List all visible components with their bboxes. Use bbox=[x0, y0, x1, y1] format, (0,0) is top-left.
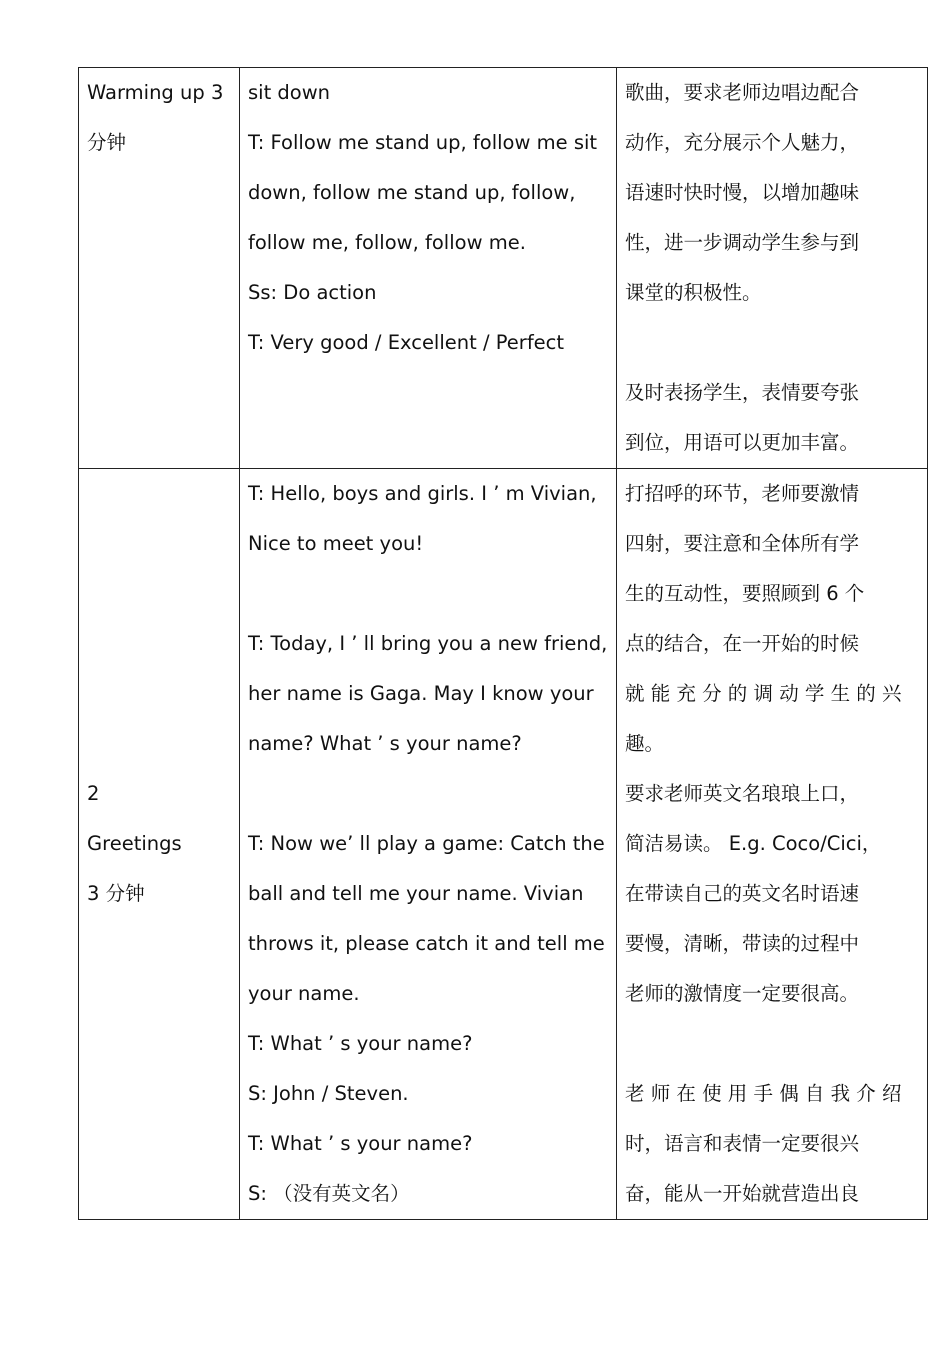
blank-line bbox=[625, 1019, 919, 1069]
notes-line: 动作，充分展示个人魅力， bbox=[625, 131, 860, 154]
notes-line: 就 能 充 分 的 调 动 学 生 的 兴 bbox=[625, 682, 902, 705]
notes-line: 简洁易读。 E.g. Coco/Cici， bbox=[625, 832, 882, 855]
notes-line: 及时表扬学生，表情要夸张 bbox=[625, 381, 860, 404]
notes-line: 性，进一步调动学生参与到 bbox=[625, 231, 860, 254]
procedure-line: T: Follow me stand up, follow me sit bbox=[248, 131, 598, 154]
table-row-greetings bbox=[79, 469, 928, 1220]
notes-line: 老师的激情度一定要很高。 bbox=[625, 982, 860, 1005]
notes-line: 打招呼的环节，老师要激情 bbox=[625, 482, 860, 505]
blank-space bbox=[87, 469, 231, 769]
notes-line: 到位，用语可以更加丰富。 bbox=[625, 431, 860, 454]
lesson-plan-table bbox=[78, 67, 928, 1220]
stage-line: Greetings bbox=[87, 832, 182, 855]
procedure-line: throws it, please catch it and tell me bbox=[248, 932, 605, 955]
notes-line: 语速时快时慢，以增加趣味 bbox=[625, 181, 860, 204]
procedure-line: T: What ’ s your name? bbox=[248, 1132, 473, 1155]
notes-line: 奋，能从一开始就营造出良 bbox=[625, 1182, 860, 1205]
table-row-warming-up bbox=[79, 68, 928, 469]
blank-line bbox=[248, 769, 608, 819]
blank-line bbox=[248, 569, 608, 619]
notes-line: 时，语言和表情一定要很兴 bbox=[625, 1132, 860, 1155]
procedure-line: S: John / Steven. bbox=[248, 1082, 409, 1105]
notes-line: 生的互动性，要照顾到 6 个 bbox=[625, 582, 865, 605]
notes-line: 要慢，清晰，带读的过程中 bbox=[625, 932, 860, 955]
procedure-line: T: Today, I ’ ll bring you a new friend, bbox=[248, 632, 608, 655]
procedure-line: ball and tell me your name. Vivian bbox=[248, 882, 584, 905]
stage-line: Warming up 3 bbox=[87, 81, 224, 104]
stage-line: 3 分钟 bbox=[87, 882, 145, 905]
procedure-line: Nice to meet you! bbox=[248, 532, 424, 555]
procedure-line: Ss: Do action bbox=[248, 281, 377, 304]
notes-line: 歌曲，要求老师边唱边配合 bbox=[625, 81, 860, 104]
notes-line: 要求老师英文名琅琅上口， bbox=[625, 782, 860, 805]
procedure-line: T: What ’ s your name? bbox=[248, 1032, 473, 1055]
procedure-line: T: Very good / Excellent / Perfect bbox=[248, 331, 565, 354]
stage-line: 2 bbox=[87, 782, 100, 805]
procedure-line: down, follow me stand up, follow, bbox=[248, 181, 576, 204]
notes-line: 课堂的积极性。 bbox=[625, 281, 762, 304]
notes-line: 在带读自己的英文名时语速 bbox=[625, 882, 860, 905]
notes-cell bbox=[617, 469, 928, 1220]
procedure-line: her name is Gaga. May I know your bbox=[248, 682, 594, 705]
notes-line: 点的结合，在一开始的时候 bbox=[625, 632, 860, 655]
procedure-line: S: （没有英文名） bbox=[248, 1182, 410, 1205]
stage-cell bbox=[79, 68, 240, 469]
notes-line: 趣。 bbox=[625, 732, 665, 755]
notes-cell bbox=[617, 68, 928, 469]
procedure-line: sit down bbox=[248, 81, 331, 104]
procedure-line: name? What ’ s your name? bbox=[248, 732, 522, 755]
stage-line: 分钟 bbox=[87, 131, 127, 154]
procedure-cell bbox=[240, 469, 617, 1220]
notes-line: 老 师 在 使 用 手 偶 自 我 介 绍 bbox=[625, 1082, 902, 1105]
procedure-line: T: Now we’ ll play a game: Catch the bbox=[248, 832, 605, 855]
procedure-line: follow me, follow, follow me. bbox=[248, 231, 526, 254]
blank-line bbox=[625, 318, 919, 368]
procedure-cell bbox=[240, 68, 617, 469]
procedure-line: T: Hello, boys and girls. I ’ m Vivian, bbox=[248, 482, 597, 505]
procedure-line: your name. bbox=[248, 982, 360, 1005]
stage-cell bbox=[79, 469, 240, 1220]
notes-line: 四射，要注意和全体所有学 bbox=[625, 532, 860, 555]
